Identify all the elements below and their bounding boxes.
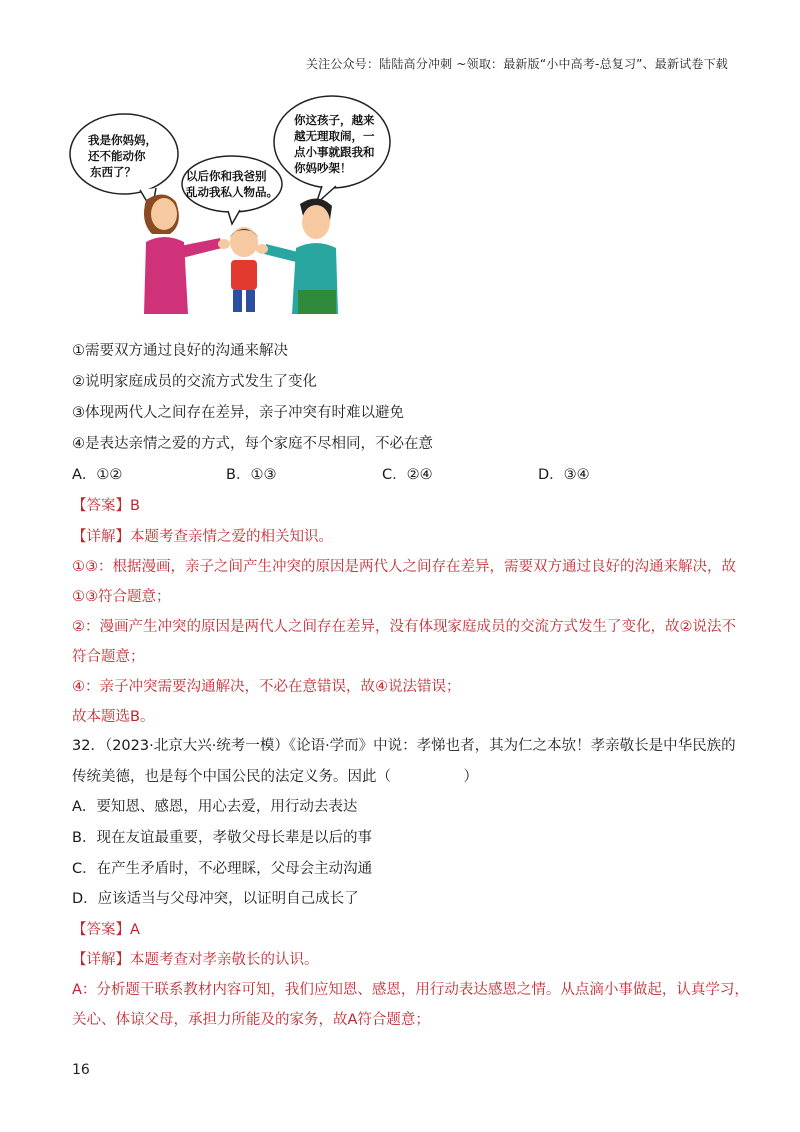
mother-bubble-line-1: 我是你妈妈，: [88, 133, 157, 147]
family-conflict-cartoon: [60, 92, 400, 322]
q31-conclusion: 故本题选B。: [72, 709, 155, 725]
q31-analysis-line-4: 符合题意；: [72, 649, 145, 665]
q31-answer: 【答案】B: [72, 498, 140, 514]
father-bubble-line-1: 你这孩子，越来: [294, 113, 375, 127]
q32-analysis-line-1: A：分析题干联系教材内容可知，我们应知恩、感恩，用行动表达感恩之情。从点滴小事做起，认真学习，: [72, 982, 749, 998]
q31-option-b: B．①③: [226, 467, 277, 483]
father-bubble-line-3: 点小事就跟我和: [294, 145, 375, 159]
q32-stem-line-2: 传统美德，也是每个中国公民的法定义务。因此（ ）: [72, 769, 478, 785]
q31-analysis-line-1: ①③：根据漫画，亲子之间产生冲突的原因是两代人之间存在差异，需要双方通过良好的沟通来解决，故: [72, 559, 736, 575]
q32-option-d: D．应该适当与父母冲突，以证明自己成长了: [72, 891, 359, 907]
q32-analysis-line-2: 关心、体谅父母，承担力所能及的家务，故A符合题意；: [72, 1012, 430, 1028]
page-header: 关注公众号：陆陆高分冲刺 ~领取：最新版“小中高考-总复习”、最新试卷下载: [305, 57, 728, 71]
q31-statement-4: ④是表达亲情之爱的方式，每个家庭不尽相同，不必在意: [72, 436, 433, 452]
q31-analysis-line-5: ④：亲子冲突需要沟通解决，不必在意错误，故④说法错误；: [72, 679, 461, 695]
father-figure: [256, 198, 338, 314]
q32-answer: 【答案】A: [72, 922, 140, 938]
child-bubble-line-2: 乱动我私人物品。: [186, 185, 278, 199]
q32-option-c: C．在产生矛盾时，不必理睬，父母会主动沟通: [72, 861, 373, 877]
q31-analysis-line-2: ①③符合题意；: [72, 589, 171, 605]
q31-option-d: D．③④: [538, 467, 590, 483]
q31-statement-1: ①需要双方通过良好的沟通来解决: [72, 343, 288, 359]
q32-detail-intro: 【详解】本题考查对孝亲敬长的认识。: [72, 952, 319, 968]
q31-option-c: C．②④: [382, 467, 433, 483]
father-bubble-line-2: 越无理取闹，一: [294, 129, 375, 143]
child-figure: [229, 227, 259, 312]
mother-bubble-line-3: 东西了？: [90, 165, 136, 179]
mother-bubble-line-2: 还不能动你: [88, 149, 146, 163]
q31-detail-intro: 【详解】本题考查亲情之爱的相关知识。: [72, 529, 333, 545]
q31-option-a: A．①②: [72, 467, 123, 483]
father-bubble-line-4: 你妈吵架！: [294, 161, 352, 175]
child-speech-bubble: [182, 156, 282, 212]
q32-option-b: B．现在友谊最重要，孝敬父母长辈是以后的事: [72, 830, 372, 846]
child-bubble-line-1: 以后你和我爸别: [186, 169, 267, 183]
page-number: 16: [72, 1062, 90, 1078]
mother-figure: [144, 194, 230, 314]
q31-statement-3: ③体现两代人之间存在差异，亲子冲突有时难以避免: [72, 405, 404, 421]
q32-stem-line-1: 32．（2023·北京大兴·统考一模）《论语·学而》中说：孝悌也者，其为仁之本欤！孝亲敬长是中华民族的: [72, 738, 736, 754]
q32-option-a: A．要知恩、感恩，用心去爱，用行动去表达: [72, 799, 358, 815]
q31-analysis-line-3: ②：漫画产生冲突的原因是两代人之间存在差异，没有体现家庭成员的交流方式发生了变化，故②说法不: [72, 619, 736, 635]
q31-statement-2: ②说明家庭成员的交流方式发生了变化: [72, 374, 317, 390]
